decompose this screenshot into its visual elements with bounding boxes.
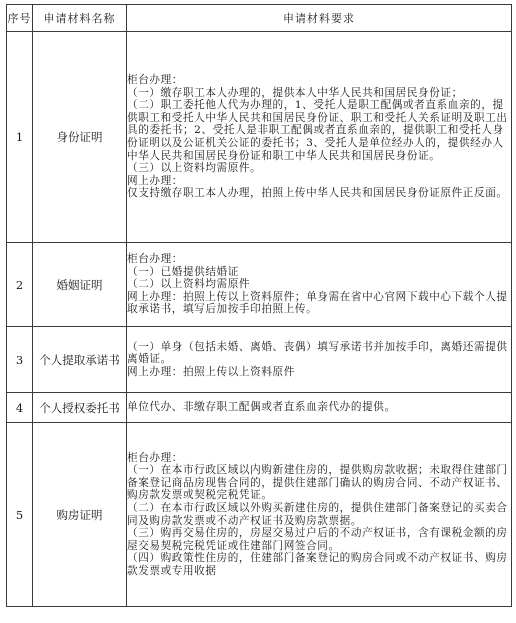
- requirement-line: 柜台办理：: [127, 74, 183, 87]
- requirement-line: 网上办理：拍照上传以上资料原件: [127, 365, 295, 378]
- requirement-line: （二）在本市行政区域以外购买新建住房的，提供住建部门备案登记的买卖合同及购房款发票或不动产权证书及购房款票据。: [127, 501, 508, 527]
- table-row: [7, 243, 512, 327]
- requirement-line: 单位代办、非缴存职工配偶或者直系血亲代办的提供。: [127, 401, 396, 414]
- table-row: [7, 32, 512, 243]
- requirement-line: （二）职工委托他人代为办理的，1、受托人是职工配偶或者直系血亲的，提供职工和受托人中华人民共和国居民身份证、职工和受托人关系证明及职工出具的委托书；2、受托人是非职工配偶或者直系血亲的，提供职工和受托人身份证明以及公证机关公证的委托书；3、受托人是单位经办人的，提供经办人中华人民共和国居民身份证和职工中华人民共和国居民身份证。: [127, 99, 508, 162]
- requirement-line: 柜台办理：: [127, 451, 183, 464]
- row-material-name: 购房证明: [33, 423, 127, 607]
- requirement-line: 网上办理：: [127, 174, 183, 187]
- table-row: [7, 327, 512, 393]
- requirement-line: （一）在本市行政区域以内购新建住房的，提供购房款收据；未取得住建部门备案登记商品房现售合同的，提供住建部门确认的购房合同、不动产权证书、购房款发票或契税完税凭证。: [127, 464, 508, 502]
- table-row: [7, 423, 512, 607]
- row-requirements: [127, 393, 512, 423]
- table-row: [7, 393, 512, 423]
- row-no: 4: [7, 393, 33, 423]
- row-requirements: [127, 32, 512, 243]
- row-no: 5: [7, 423, 33, 607]
- requirement-line: 网上办理：拍照上传以上资料原件；单身需在省中心官网下载中心下载个人提取承诺书，填写后加按手印拍照上传。: [127, 290, 508, 316]
- header-name: 申请材料名称: [33, 5, 127, 32]
- row-no: 1: [7, 32, 33, 243]
- row-requirements: [127, 243, 512, 327]
- row-requirements: [127, 423, 512, 607]
- requirement-line: （四）购政策性住房的，住建部门备案登记的购房合同或不动产权证书、购房款发票或专用收据: [127, 552, 508, 577]
- requirement-line: （一）单身（包括未婚、离婚、丧偶）填写承诺书并加按手印，离婚还需提供离婚证。: [127, 340, 508, 366]
- header-no: 序号: [7, 5, 33, 32]
- requirement-line: （一）缴存职工本人办理的，提供本人中华人民共和国居民身份证；: [127, 86, 463, 99]
- row-material-name: 个人提取承诺书: [33, 327, 127, 393]
- header-requirements: 申请材料要求: [127, 5, 512, 32]
- row-no: 3: [7, 327, 33, 393]
- requirement-line: （三）购再交易住房的，房屋交易过户后的不动产权证书，含有课税金额的房屋交易契税完税凭证或住建部门网签合同。: [127, 527, 508, 552]
- requirements-table: [6, 4, 512, 607]
- row-requirements: [127, 327, 512, 393]
- row-no: 2: [7, 243, 33, 327]
- table-header-row: [7, 5, 512, 32]
- requirement-line: 仅支持缴存职工本人办理，拍照上传中华人民共和国居民身份证原件正反面。: [127, 187, 508, 200]
- requirement-line: 柜台办理：: [127, 253, 183, 266]
- requirement-line: （三）以上资料均需原件。: [127, 162, 262, 175]
- requirement-line: （一）已婚提供结婚证: [127, 265, 239, 278]
- row-material-name: 婚姻证明: [33, 243, 127, 327]
- requirement-line: （二）以上资料均需原件: [127, 278, 251, 291]
- row-material-name: 个人授权委托书: [33, 393, 127, 423]
- row-material-name: 身份证明: [33, 32, 127, 243]
